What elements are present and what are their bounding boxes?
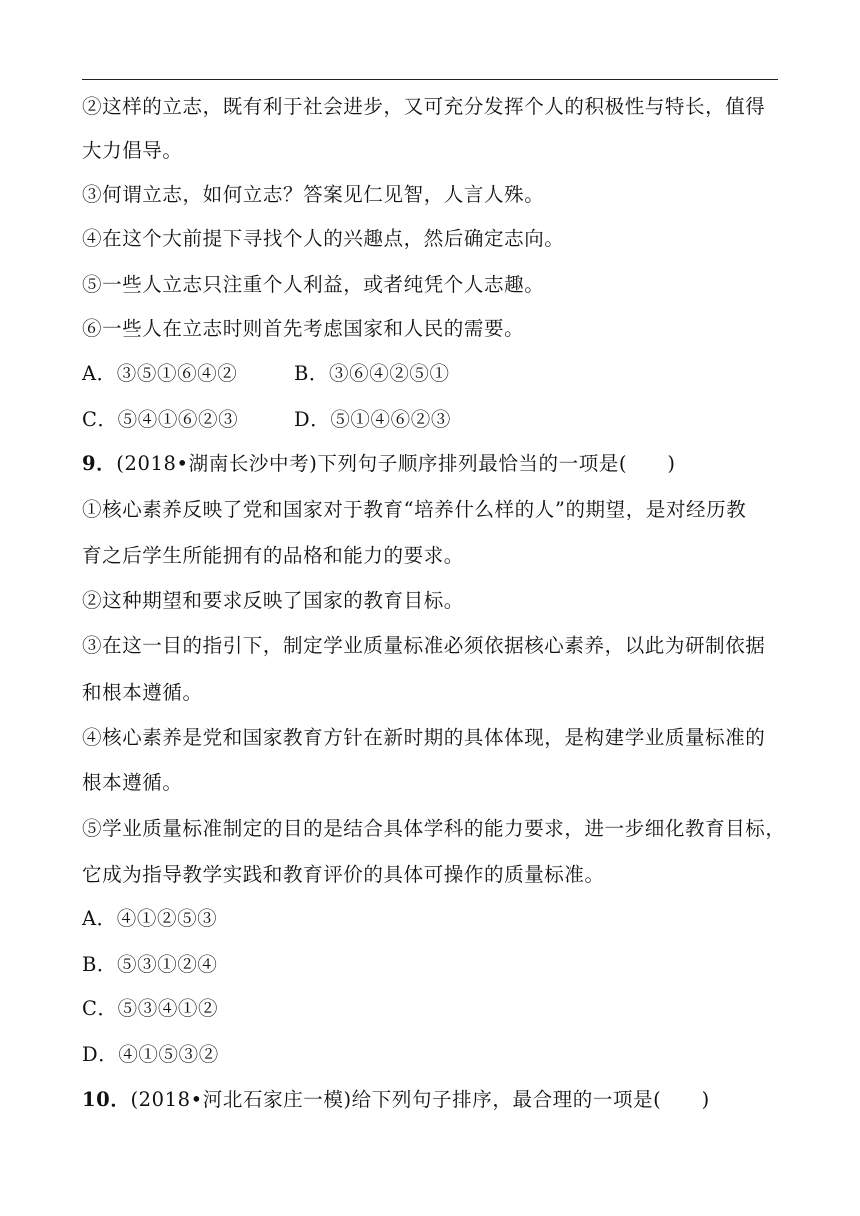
option-a: A．④①②⑤③: [82, 907, 218, 930]
sentence-line: ⑥一些人在立志时则首先考虑国家和人民的需要。: [82, 317, 525, 340]
option-b: B．⑤③①②④: [82, 953, 218, 976]
sentence-line: ①核心素养反映了党和国家对于教育“培养什么样的人”的期望，是对经历教: [82, 498, 747, 521]
question-10-number: 10．: [82, 1088, 131, 1111]
option-d: D．⑤①④⑥②③: [294, 408, 451, 431]
sentence-line: 和根本遵循。: [82, 681, 203, 704]
sentence-line: ②这种期望和要求反映了国家的教育目标。: [82, 589, 464, 612]
sentence-line: ②这样的立志，既有利于社会进步，又可充分发挥个人的积极性与特长，值得: [82, 95, 766, 118]
sentence-line: 育之后学生所能拥有的品格和能力的要求。: [82, 544, 464, 567]
option-d: D．④①⑤③②: [82, 1043, 219, 1066]
sentence-line: ④在这个大前提下寻找个人的兴趣点，然后确定志向。: [82, 227, 565, 250]
sentence-line: 大力倡导。: [82, 139, 183, 162]
sentence-line: ③何谓立志，如何立志？答案见仁见智，人言人殊。: [82, 183, 545, 206]
sentence-line: ⑤学业质量标准制定的目的是结合具体学科的能力要求，进一步细化教育目标，: [82, 817, 786, 840]
option-b: B．③⑥④②⑤①: [294, 362, 450, 385]
question-9-text: (2018•湖南长沙中考)下列句子顺序排列最恰当的一项是( ): [116, 452, 676, 475]
question-10-text: (2018•河北石家庄一模)给下列句子排序，最合理的一项是( ): [130, 1088, 710, 1111]
sentence-line: ⑤一些人立志只注重个人利益，或者纯凭个人志趣。: [82, 273, 545, 296]
header-rule: [82, 79, 778, 80]
question-9-number: 9．: [82, 452, 117, 475]
sentence-line: ③在这一目的指引下，制定学业质量标准必须依据核心素养，以此为研制依据: [82, 634, 766, 657]
sentence-line: 根本遵循。: [82, 771, 183, 794]
option-c: C．⑤④①⑥②③: [82, 408, 239, 431]
question-10-stem: [82, 1087, 782, 1113]
sentence-line: 它成为指导教学实践和教育评价的具体可操作的质量标准。: [82, 863, 605, 886]
option-a: A．③⑤①⑥④②: [82, 362, 238, 385]
question-9-stem: [82, 451, 782, 477]
sentence-line: ④核心素养是党和国家教育方针在新时期的具体体现，是构建学业质量标准的: [82, 726, 766, 749]
option-c: C．⑤③④①②: [82, 997, 219, 1020]
